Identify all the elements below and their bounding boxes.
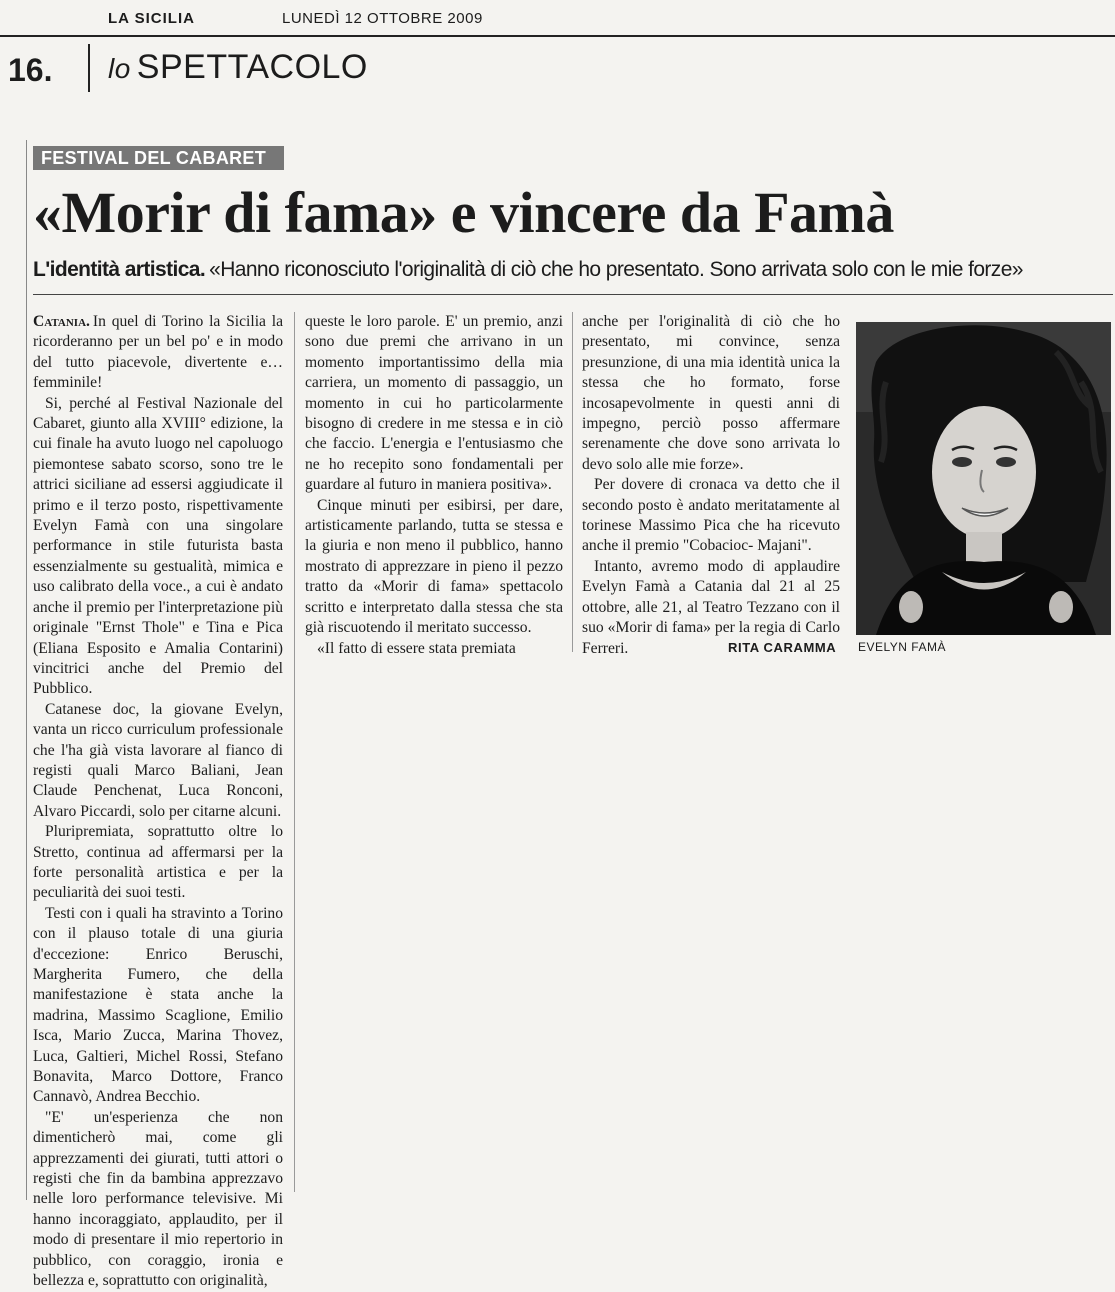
subhead-rule <box>33 294 1113 295</box>
article-kicker: FESTIVAL DEL CABARET <box>33 146 284 170</box>
paragraph-text: In quel di Torino la Sicilia la ricorderanno per un bel po' e in modo del tutto piacevole, divertente e…femminile! <box>33 313 283 392</box>
article-column-2 <box>305 312 563 659</box>
column-rule <box>294 312 295 1192</box>
paragraph: Si, perché al Festival Nazionale del Cabaret, giunto alla XVIII° edizione, la cui finale ha avuto luogo nel capoluogo piemontese sabato scorso, sono tre le attrici siciliane ad essersi aggiudicate il primo e il terzo posto, rispettivamente Evelyn Famà con una singolare performance in stile futurista basta essenzialmente su gestualità, mimica e uso calibrato della voce., a cui è andato anche il premio per l'interpretazione più originale "Ernst Thole" e Tina e Pica (Eliana Esposito e Amalia Contarini) vincitrici anche del Premio del Pubblico. <box>33 394 283 698</box>
portrait-image <box>856 322 1111 635</box>
left-margin-rule <box>26 140 27 1200</box>
section-prefix: lo <box>108 53 131 84</box>
paragraph: "E' un'esperienza che non dimenticherò mai, come gli apprezzamenti dei giurati, tutti attori o registi che fin da bambina apprezzavo nelle loro performance televisive. Mi hanno incoraggiato, applaudito, per il modo di presentare il mio repertorio in pubblico, con coraggio, ironia e bellezza e, soprattutto con originalità, <box>33 1108 283 1290</box>
paragraph: queste le loro parole. E' un premio, anzi sono due premi che arrivano in un momento importantissimo della mia carriera, un momento di passaggio, un momento in cui ho particolarmente bisogno di credere in me stessa e in ciò che faccio. L'energia e l'entusiasmo che ne ho recepito sono fondamentali per guardare al futuro in maniera positiva». <box>305 313 563 494</box>
subhead-quote: «Hanno riconosciuto l'originalità di ciò che ho presentato. Sono arrivata solo con le mie forze» <box>209 258 1023 281</box>
page-number: 16. <box>8 52 53 88</box>
section-title <box>108 48 368 87</box>
paragraph: anche per l'originalità di ciò che ho presentato, mi convince, senza presunzione, di una mia identità unica la stessa che ho formato, forse incosapevolmente in questi anni di impegno, perciò posso affermare serenamente che dove sono arrivata lo devo solo alle mie forze». <box>582 313 840 473</box>
portrait-photo <box>856 322 1111 635</box>
section-name: SPETTACOLO <box>136 48 368 86</box>
author-byline: RITA CARAMMA <box>728 640 837 655</box>
column-rule <box>572 312 573 652</box>
article-column-3 <box>582 312 840 659</box>
photo-caption: EVELYN FAMÀ <box>858 640 946 654</box>
paragraph <box>33 312 283 394</box>
subhead-lead: L'identità artistica. <box>33 258 206 281</box>
paragraph: Per dovere di cronaca va detto che il secondo posto è andato meritatamente al torinese Massimo Pica che ha ricevuto anche il premio "Cobacioc- Majani". <box>582 476 840 555</box>
page-number-divider <box>88 44 90 92</box>
article-headline: «Morir di fama» e vincere da Famà <box>33 180 894 245</box>
paragraph: «Il fatto di essere stata premiata <box>317 639 516 657</box>
paragraph: Cinque minuti per esibirsi, per dare, artisticamente parlando, tutta se stessa e la giuria e non meno il pubblico, hanno mostrato di apprezzare in pieno il pezzo tratto da «Morir di fama» spettacolo scritto e interpretato dalla stessa che sta già riscuotendo il meritato successo. <box>305 496 563 637</box>
article-subhead <box>33 258 1113 282</box>
header-rule <box>0 35 1115 37</box>
paragraph: Pluripremiata, soprattutto oltre lo Stretto, continua ad affermarsi per la forte personalità artistica e per la peculiarità dei suoi testi. <box>33 823 283 902</box>
article-column-1 <box>33 312 283 1292</box>
paragraph: Testi con i quali ha stravinto a Torino con il plauso totale di una giuria d'eccezione: Enrico Beruschi, Margherita Fumero, che della manifestazione è stata anche la madrina, Massimo Scaglione, Emilio Isca, Mario Zucca, Marina Thovez, Luca, Galtieri, Michel Rossi, Stefano Bonavita, Marco Dottore, Franco Cannavò, Andrea Becchio. <box>33 904 283 1106</box>
issue-date: LUNEDÌ 12 OTTOBRE 2009 <box>282 10 483 27</box>
newspaper-name: LA SICILIA <box>108 10 195 27</box>
paragraph: Intanto, avremo modo di applaudire Evelyn Famà a Catania dal 21 al 25 ottobre, alle 21, al Teatro Tezzano con il suo «Morir di fama» per la regia di Carlo Ferreri. <box>582 557 840 657</box>
dateline: Catania. <box>33 313 90 330</box>
paragraph: Catanese doc, la giovane Evelyn, vanta un ricco curriculum professionale che l'ha già vista lavorare al fianco di registi quali Marco Baliani, Jean Claude Penchenat, Luca Ronconi, Alvaro Piccardi, solo per citarne alcuni. <box>33 700 283 820</box>
page-header <box>0 0 1115 40</box>
